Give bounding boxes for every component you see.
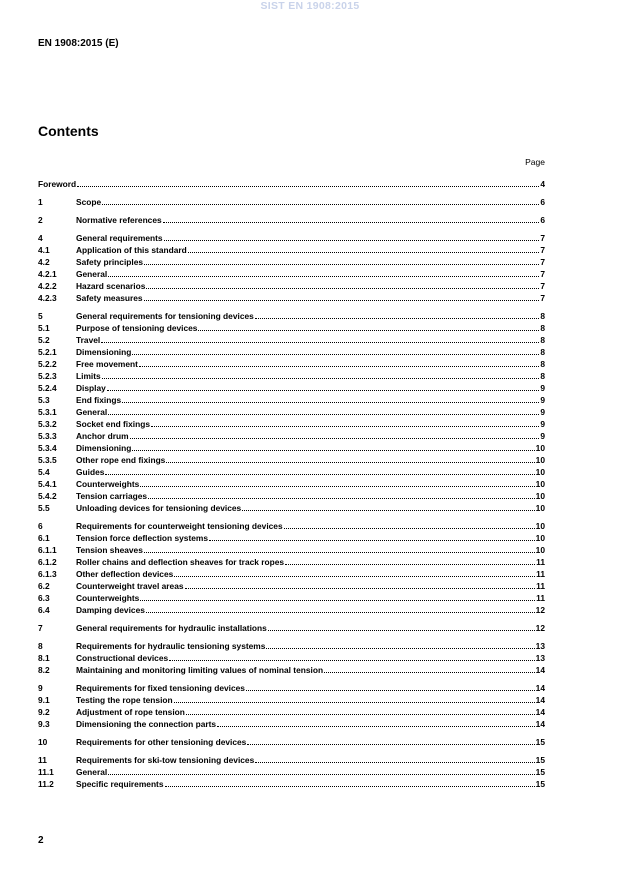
toc-entry-page: 15 [535, 737, 545, 747]
toc-entry-page: 10 [535, 521, 545, 531]
toc-dot-leader [209, 533, 535, 541]
toc-entry-number: 9.2 [38, 707, 50, 717]
toc-dot-leader [284, 521, 535, 529]
toc-dot-leader [102, 371, 540, 379]
toc-entry-page: 13 [535, 653, 545, 663]
toc-dot-leader [185, 581, 536, 589]
toc-entry-number: 5.4.2 [38, 491, 57, 501]
toc-entry-title: Tension carriages [76, 491, 148, 501]
toc-entry-title: General requirements for hydraulic installations [76, 623, 267, 633]
toc-entry-title: Normative references [76, 215, 162, 225]
toc-entry-page: 10 [535, 479, 545, 489]
toc-entry-title: Testing the rope tension [76, 695, 173, 705]
toc-entry-page: 8 [540, 335, 545, 345]
toc-dot-leader [174, 569, 535, 577]
toc-entry-title: Maintaining and monitoring limiting values of nominal tension [76, 665, 324, 675]
toc-entry[interactable] [38, 665, 545, 677]
toc-entry-page: 7 [540, 245, 545, 255]
toc-dot-leader [268, 623, 535, 631]
toc-entry-title: Safety principles [76, 257, 144, 267]
toc-entry-page: 10 [535, 443, 545, 453]
toc-entry-title: General [76, 407, 108, 417]
toc-entry-number: 6.2 [38, 581, 50, 591]
toc-entry-number: 9.1 [38, 695, 50, 705]
toc-entry[interactable] [38, 605, 545, 617]
toc-entry[interactable] [38, 737, 545, 749]
toc-entry-page: 14 [535, 683, 545, 693]
toc-entry-number: 5.1 [38, 323, 50, 333]
toc-entry-page: 12 [535, 605, 545, 615]
toc-entry-title: Display [76, 383, 106, 393]
toc-entry-number: 6.1 [38, 533, 50, 543]
toc-dot-leader [165, 779, 535, 787]
toc-dot-leader [198, 323, 539, 331]
toc-entry-page: 9 [540, 407, 545, 417]
toc-entry[interactable] [38, 281, 545, 293]
toc-entry-number: 4.2.3 [38, 293, 57, 303]
toc-entry-number: 5.4.1 [38, 479, 57, 489]
toc-entry-number: 5.3.1 [38, 407, 57, 417]
toc-dot-leader [266, 641, 534, 649]
toc-entry-page: 10 [535, 545, 545, 555]
toc-entry-number: 9 [38, 683, 43, 693]
toc-entry-number: 5.2.4 [38, 383, 57, 393]
toc-entry-page: 15 [535, 755, 545, 765]
toc-entry-title: Limits [76, 371, 101, 381]
toc-entry-title: Dimensioning [76, 347, 132, 357]
toc-entry-number: 4.2.1 [38, 269, 57, 279]
toc-entry[interactable] [38, 443, 545, 455]
toc-entry-title: Free movement [76, 359, 138, 369]
toc-entry[interactable] [38, 533, 545, 545]
toc-entry-number: 5.5 [38, 503, 50, 513]
toc-dot-leader [164, 233, 540, 241]
toc-entry-page: 7 [540, 233, 545, 243]
toc-entry-title: Requirements for other tensioning devices [76, 737, 247, 747]
toc-dot-leader [107, 383, 540, 391]
toc-entry-page: 14 [535, 719, 545, 729]
toc-dot-leader [132, 443, 534, 451]
toc-entry[interactable] [38, 557, 545, 569]
toc-entry-title: End fixings [76, 395, 122, 405]
toc-entry-page: 11 [536, 569, 545, 579]
toc-entry-title: Counterweights [76, 479, 140, 489]
toc-entry-page: 9 [540, 431, 545, 441]
toc-entry[interactable] [38, 293, 545, 305]
toc-entry-number: 11 [38, 755, 47, 765]
toc-entry-number: 6.1.2 [38, 557, 57, 567]
toc-entry-number: 6.3 [38, 593, 50, 603]
toc-entry-title: Socket end fixings [76, 419, 150, 429]
toc-dot-leader [122, 395, 539, 403]
toc-entry-title: Specific requirements [76, 779, 164, 789]
toc-entry-title: General [76, 269, 108, 279]
toc-entry-title: Hazard scenarios [76, 281, 146, 291]
toc-entry[interactable] [38, 653, 545, 665]
toc-entry-title: Requirements for ski-tow tensioning devices [76, 755, 255, 765]
toc-entry[interactable] [38, 323, 545, 335]
toc-entry-number: 8.2 [38, 665, 50, 675]
toc-entry-number: 5.3.2 [38, 419, 57, 429]
toc-entry-page: 7 [540, 269, 545, 279]
toc-entry-page: 6 [540, 197, 545, 207]
toc-entry-number: 5.2.3 [38, 371, 57, 381]
toc-entry-title: Dimensioning the connection parts [76, 719, 217, 729]
toc-entry-number: 6.1.1 [38, 545, 57, 555]
toc-entry-number: 4.2 [38, 257, 50, 267]
toc-entry-title: Tension sheaves [76, 545, 143, 555]
toc-entry-number: 5 [38, 311, 43, 321]
toc-entry-number: 6.4 [38, 605, 50, 615]
toc-dot-leader [247, 737, 534, 745]
toc-dot-leader [140, 593, 535, 601]
toc-entry-title: General [76, 767, 108, 777]
toc-dot-leader [163, 215, 540, 223]
toc-entry-number: 5.2.2 [38, 359, 57, 369]
toc-entry-title: Anchor drum [76, 431, 129, 441]
toc-dot-leader [285, 557, 535, 565]
toc-entry[interactable] [38, 233, 545, 245]
toc-entry-title: Damping devices [76, 605, 145, 615]
toc-entry-number: 5.3.3 [38, 431, 57, 441]
toc-entry[interactable] [38, 779, 545, 791]
toc-entry-page: 8 [540, 371, 545, 381]
toc-entry-title: Counterweights [76, 593, 140, 603]
toc-entry-number: 7 [38, 623, 43, 633]
toc-entry-title: Scope [76, 197, 102, 207]
toc-entry[interactable] [38, 719, 545, 731]
toc-entry-page: 14 [535, 707, 545, 717]
toc-entry[interactable] [38, 383, 545, 395]
toc-dot-leader [144, 293, 540, 301]
toc-entry-number: 10 [38, 737, 48, 747]
toc-entry[interactable] [38, 335, 545, 347]
toc-entry[interactable] [38, 245, 545, 257]
page-number: 2 [38, 835, 44, 846]
toc-entry[interactable] [38, 359, 545, 371]
toc-dot-leader [132, 347, 539, 355]
toc-entry[interactable] [38, 641, 545, 653]
toc-entry-page: 11 [536, 557, 545, 567]
toc-dot-leader [169, 653, 535, 661]
toc-entry-title: General requirements for tensioning devices [76, 311, 254, 321]
toc-entry[interactable] [38, 707, 545, 719]
toc-entry-number: 11.2 [38, 779, 54, 789]
toc-entry-number: 6.1.3 [38, 569, 57, 579]
toc-dot-leader [146, 605, 535, 613]
toc-dot-leader [140, 479, 534, 487]
toc-entry-number: 5.3.4 [38, 443, 57, 453]
toc-entry-page: 10 [535, 467, 545, 477]
toc-entry-page: 13 [535, 641, 545, 651]
toc-dot-leader [102, 197, 539, 205]
toc-entry-number: 8.1 [38, 653, 50, 663]
toc-dot-leader [151, 419, 539, 427]
toc-entry[interactable] [38, 407, 545, 419]
toc-entry-title: Foreword [38, 179, 77, 189]
toc-entry[interactable] [38, 257, 545, 269]
toc-entry[interactable] [38, 215, 545, 227]
toc-entry-number: 11.1 [38, 767, 54, 777]
toc-entry-number: 5.2 [38, 335, 50, 345]
toc-dot-leader [108, 269, 539, 277]
toc-dot-leader [105, 467, 534, 475]
toc-entry-page: 7 [540, 257, 545, 267]
toc-entry[interactable] [38, 419, 545, 431]
toc-entry-title: Requirements for hydraulic tensioning systems [76, 641, 266, 651]
toc-entry[interactable] [38, 479, 545, 491]
toc-entry[interactable] [38, 179, 545, 191]
toc-entry-page: 4 [540, 179, 545, 189]
watermark-text: SIST EN 1908:2015 [260, 0, 360, 12]
toc-entry-page: 7 [540, 293, 545, 303]
toc-entry-number: 1 [38, 197, 43, 207]
toc-entry-title: Unloading devices for tensioning devices [76, 503, 242, 513]
toc-dot-leader [144, 257, 539, 265]
toc-dot-leader [242, 503, 534, 511]
toc-entry[interactable] [38, 755, 545, 767]
toc-entry-page: 15 [535, 767, 545, 777]
toc-entry[interactable] [38, 347, 545, 359]
toc-entry-page: 10 [535, 533, 545, 543]
page-title: Contents [38, 123, 99, 139]
toc-entry-title: Guides [76, 467, 105, 477]
toc-entry-page: 6 [540, 215, 545, 225]
toc-entry-title: General requirements [76, 233, 163, 243]
toc-entry[interactable] [38, 269, 545, 281]
toc-dot-leader [108, 407, 539, 415]
toc-entry-number: 8 [38, 641, 43, 651]
toc-entry[interactable] [38, 491, 545, 503]
toc-entry-page: 7 [540, 281, 545, 291]
toc-entry-page: 15 [535, 779, 545, 789]
toc-entry-title: Constructional devices [76, 653, 169, 663]
toc-entry-page: 10 [535, 503, 545, 513]
toc-dot-leader [186, 707, 535, 715]
toc-entry[interactable] [38, 581, 545, 593]
toc-entry-number: 4 [38, 233, 43, 243]
toc-dot-leader [166, 455, 534, 463]
toc-entry[interactable] [38, 545, 545, 557]
toc-entry-page: 12 [535, 623, 545, 633]
table-of-contents [38, 179, 545, 791]
toc-entry-title: Safety measures [76, 293, 143, 303]
toc-entry[interactable] [38, 197, 545, 209]
toc-entry-title: Dimensioning [76, 443, 132, 453]
toc-entry[interactable] [38, 455, 545, 467]
toc-dot-leader [246, 683, 535, 691]
toc-dot-leader [146, 281, 539, 289]
toc-entry-page: 10 [535, 455, 545, 465]
toc-entry-title: Tension force deflection systems [76, 533, 209, 543]
toc-dot-leader [130, 431, 540, 439]
toc-dot-leader [324, 665, 535, 673]
toc-entry[interactable] [38, 695, 545, 707]
toc-entry-page: 10 [535, 491, 545, 501]
toc-dot-leader [174, 695, 535, 703]
toc-entry-page: 9 [540, 395, 545, 405]
toc-entry[interactable] [38, 467, 545, 479]
toc-dot-leader [139, 359, 539, 367]
toc-entry-number: 5.2.1 [38, 347, 57, 357]
toc-dot-leader [77, 179, 539, 187]
toc-entry-page: 14 [535, 665, 545, 675]
toc-dot-leader [188, 245, 540, 253]
toc-entry-number: 4.1 [38, 245, 50, 255]
toc-entry[interactable] [38, 311, 545, 323]
toc-entry-title: Application of this standard [76, 245, 187, 255]
toc-entry-page: 14 [535, 695, 545, 705]
toc-entry[interactable] [38, 503, 545, 515]
toc-entry[interactable] [38, 371, 545, 383]
toc-dot-leader [148, 491, 535, 499]
toc-entry[interactable] [38, 569, 545, 581]
toc-entry-page: 9 [540, 419, 545, 429]
toc-entry-page: 8 [540, 359, 545, 369]
toc-entry-page: 11 [536, 593, 545, 603]
toc-entry[interactable] [38, 683, 545, 695]
toc-entry-title: Requirements for counterweight tensioning devices [76, 521, 283, 531]
toc-entry[interactable] [38, 593, 545, 605]
toc-dot-leader [255, 311, 540, 319]
toc-entry-page: 11 [536, 581, 545, 591]
toc-entry[interactable] [38, 431, 545, 443]
toc-entry-title: Travel [76, 335, 101, 345]
toc-entry-number: 2 [38, 215, 43, 225]
toc-entry-page: 8 [540, 323, 545, 333]
toc-entry-title: Other deflection devices [76, 569, 174, 579]
toc-entry-number: 4.2.2 [38, 281, 57, 291]
toc-dot-leader [255, 755, 534, 763]
toc-entry-title: Purpose of tensioning devices [76, 323, 198, 333]
toc-entry[interactable] [38, 395, 545, 407]
toc-entry-page: 9 [540, 383, 545, 393]
toc-entry-title: Adjustment of rope tension [76, 707, 185, 717]
toc-entry-number: 9.3 [38, 719, 50, 729]
document-id-header: EN 1908:2015 (E) [38, 38, 119, 49]
toc-entry[interactable] [38, 623, 545, 635]
toc-entry-title: Roller chains and deflection sheaves for track ropes [76, 557, 285, 567]
toc-entry-title: Other rope end fixings [76, 455, 166, 465]
page-column-label: Page [525, 157, 545, 167]
toc-entry-title: Requirements for fixed tensioning devices [76, 683, 245, 693]
toc-dot-leader [101, 335, 539, 343]
toc-entry[interactable] [38, 767, 545, 779]
toc-entry-number: 5.3 [38, 395, 50, 405]
toc-dot-leader [144, 545, 535, 553]
toc-entry-page: 8 [540, 311, 545, 321]
toc-dot-leader [217, 719, 535, 727]
toc-entry-number: 5.4 [38, 467, 50, 477]
toc-entry-title: Counterweight travel areas [76, 581, 184, 591]
toc-entry-number: 5.3.5 [38, 455, 57, 465]
toc-entry[interactable] [38, 521, 545, 533]
toc-dot-leader [108, 767, 534, 775]
toc-entry-page: 8 [540, 347, 545, 357]
toc-entry-number: 6 [38, 521, 43, 531]
